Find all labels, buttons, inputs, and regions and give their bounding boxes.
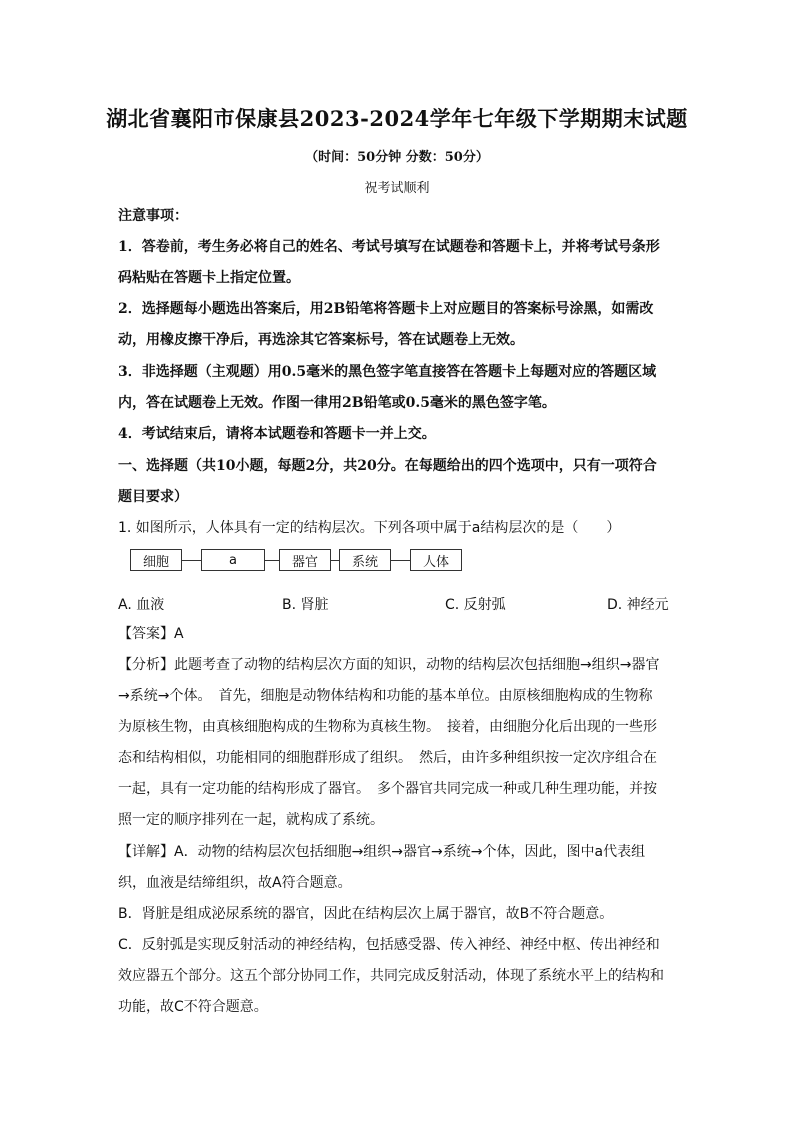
option-c: C. 反射弧 [445, 597, 506, 613]
detail-line: 效应器五个部分。这五个部分协同工作，共同完成反射活动，体现了系统水平上的结构和 [118, 968, 664, 984]
question-stem: 1. 如图所示，人体具有一定的结构层次。下列各项中属于a结构层次的是（ ） [118, 520, 621, 536]
notice-line: 码粘贴在答题卡上指定位置。 [118, 270, 300, 286]
analysis-line: →系统→个体。 首先，细胞是动物体结构和功能的基本单位。由原核细胞构成的生物称 [118, 688, 653, 704]
analysis-line: 为原核生物，由真核细胞构成的生物称为真核生物。 接着，由细胞分化后出现的一些形 [118, 719, 657, 735]
page-title: 湖北省襄阳市保康县2023-2024学年七年级下学期期末试题 [106, 106, 688, 131]
notice-line: 1．答卷前，考生务必将自己的姓名、考试号填写在试题卷和答题卡上，并将考试号条形 [118, 239, 660, 255]
detail-line: 功能，故C不符合题意。 [118, 999, 268, 1015]
option-d: D. 神经元 [607, 597, 669, 613]
diagram-box-system: 系统 [339, 549, 391, 571]
diagram-box-human: 人体 [410, 549, 462, 571]
detail-line: 【详解】A．动物的结构层次包括细胞→组织→器官→系统→个体，因此，图中a代表组 [118, 844, 646, 860]
analysis-line: 态和结构相似，功能相同的细胞群形成了组织。 然后，由许多种组织按一定次序组合在 [118, 750, 657, 766]
analysis-line: 【分析】此题考查了动物的结构层次方面的知识，动物的结构层次包括细胞→组织→器官 [118, 657, 660, 673]
section-heading-cont: 题目要求） [118, 489, 188, 505]
notice-line: 动，用橡皮擦干净后，再选涂其它答案标号，答在试题卷上无效。 [118, 332, 524, 348]
notice-line: 内，答在试题卷上无效。作图一律用2B铅笔或0.5毫米的黑色签字笔。 [118, 395, 556, 411]
analysis-line: 一起，具有一定功能的结构形成了器官。 多个器官共同完成一种或几种生理功能，并按 [118, 781, 657, 797]
structure-hierarchy-diagram [130, 549, 470, 575]
diagram-box-organ: 器官 [279, 549, 331, 571]
good-luck-text: 祝考试顺利 [364, 181, 430, 196]
detail-line: C．反射弧是实现反射活动的神经结构，包括感受器、传入神经、神经中枢、传出神经和 [118, 937, 660, 953]
section-heading: 一、选择题（共10小题，每题2分，共20分。在每题给出的四个选项中，只有一项符合 [118, 458, 657, 474]
detail-line: B．肾脏是组成泌尿系统的器官，因此在结构层次上属于器官，故B不符合题意。 [118, 906, 614, 922]
diagram-connector [265, 560, 279, 561]
option-b: B. 肾脏 [282, 597, 329, 613]
option-a: A. 血液 [118, 597, 165, 613]
notice-line: 4．考试结束后，请将本试题卷和答题卡一并上交。 [118, 426, 436, 442]
diagram-connector [331, 560, 339, 561]
exam-time-score: （时间：50分钟 分数：50分） [305, 150, 489, 165]
analysis-line: 照一定的顺序排列在一起，就构成了系统。 [118, 812, 384, 828]
notice-line: 2．选择题每小题选出答案后，用2B铅笔将答题卡上对应题目的答案标号涂黑，如需改 [118, 301, 654, 317]
detail-line: 织，血液是结缔组织，故A符合题意。 [118, 875, 352, 891]
diagram-connector [182, 560, 201, 561]
diagram-connector [391, 560, 410, 561]
notice-line: 3．非选择题（主观题）用0.5毫米的黑色签字笔直接答在答题卡上每题对应的答题区域 [118, 364, 657, 380]
answer: 【答案】A [118, 626, 184, 642]
diagram-box-cell: 细胞 [130, 549, 182, 571]
diagram-box-a: a [201, 549, 265, 571]
notice-heading: 注意事项： [118, 208, 188, 224]
